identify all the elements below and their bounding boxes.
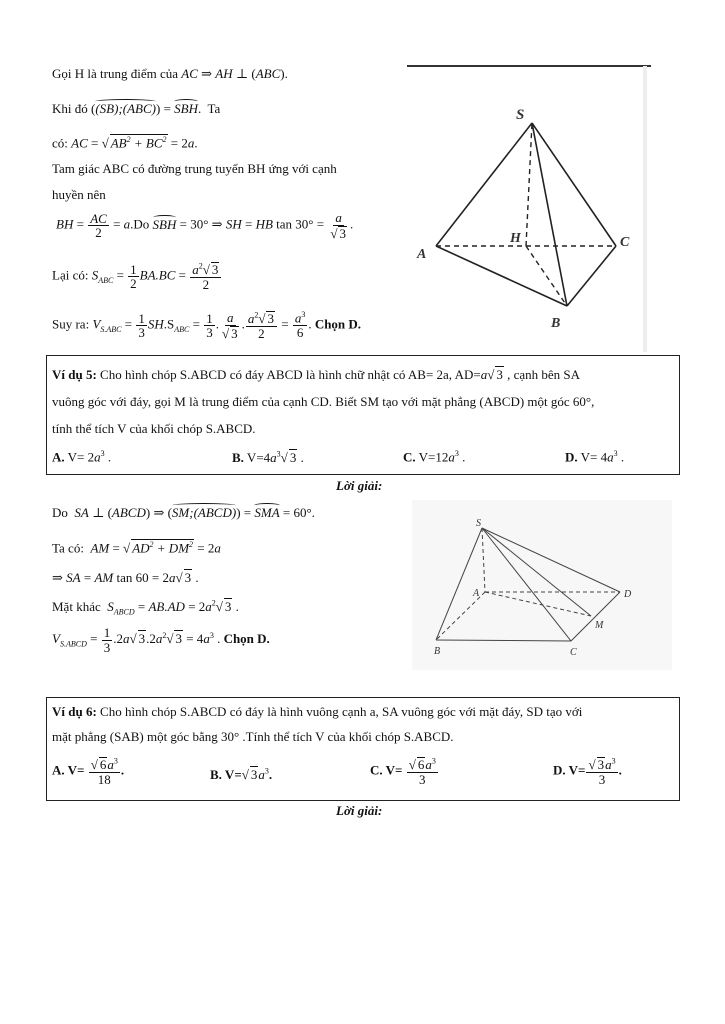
label-B: B <box>551 316 561 331</box>
label-S: S <box>516 107 525 123</box>
text-line-2: Khi đó ((SB);(ABC)) = SBH. Ta <box>52 101 221 116</box>
text-line-6: BH = $\frac{AC}{2}$ = a.Do SBH = 30° ⇒ SH = HB tan 30° = $\frac{a}{√ 3}$ . <box>56 210 354 241</box>
sol5-line-5: $V_{S.ABCD}$ = $\frac{1}{3}$ .2a√ $3.2a^2√$ $3 = 4a^3$ . Chọn D. <box>52 625 270 655</box>
pyramid-figure-1 <box>405 62 653 352</box>
sol5-line-2: Ta có: AM = √ $AD^2 + DM^2 = 2a$ <box>52 540 221 556</box>
ex6-option-d: D. V= $\frac{√ 3a^3}{3}$ . <box>553 756 622 787</box>
ex6-option-c: C. V= $\frac{√ 6a^3}{3}$ <box>370 756 436 787</box>
ex5-option-d: D. $V= 4a^3$ . <box>565 449 625 465</box>
ex5-line-3: tính thể tích V của khối chóp S.ABCD. <box>52 421 256 436</box>
label-C: C <box>570 647 577 658</box>
sol5-line-4: Mặt khác $S_{ABCD} = AB.AD = 2a^2√$ 3 . <box>52 598 239 617</box>
label-C: C <box>620 235 630 250</box>
label-A: A <box>473 588 480 599</box>
solution-heading-5: Lời giải: <box>336 478 383 493</box>
label-S: S <box>476 518 481 529</box>
ex5-line-1: Ví dụ 5: Cho hình chóp S.ABCD có đáy ABCD là hình chữ nhật có AB= 2a, AD=a√ 3 , cạnh bên SA <box>52 367 581 382</box>
sol5-line-3: ⇒ SA = AM tan 60 = 2a√ 3 . <box>52 570 199 585</box>
label-A: A <box>417 247 427 262</box>
ex6-option-a: A. V= $\frac{√ 6a^3}{18}$ . <box>52 756 125 787</box>
ex6-line-1: Ví dụ 6: Cho hình chóp S.ABCD có đáy là hình vuông cạnh a, SA vuông góc với mặt đáy, SD tạo với <box>52 704 583 719</box>
ex5-option-c: C. $V=12a^3$ . <box>403 449 466 465</box>
ex6-line-2: mặt phẳng (SAB) một góc bằng 30° .Tính thể tích V của khối chóp S.ABCD. <box>52 729 454 744</box>
label-B: B <box>434 646 441 657</box>
text-line-5: huyền nên <box>52 187 106 202</box>
label-H: H <box>510 231 521 246</box>
text-line-7: Lại có: $S_{ABC}$ = $\frac{1}{2}$ BA.BC = $\frac{a^2√ 3}{2}$ <box>52 262 222 291</box>
solution-heading-6: Lời giải: <box>336 803 383 818</box>
text-line-8: Suy ra: $V_{S.ABC}$ = $\frac{1}{3}$ $SH.S_{ABC}$ = $\frac{1}{3}$ . $\frac{a}{√ 3}$ . $\frac{a^2√ 3}{2}$ = $\frac{a^3}{6}$ . Chọn D. <box>52 310 362 341</box>
label-M: M <box>595 620 604 631</box>
ex5-option-a: A. $V= 2a^3$ . <box>52 449 112 465</box>
text-line-4: Tam giác ABC có đường trung tuyến BH ứng với cạnh <box>52 161 337 176</box>
text-line-3: có: AC = √ $AB^2 + BC^2 = 2a$. <box>52 135 198 151</box>
text-line-1: Gọi H là trung điểm của AC ⇒ AH ⊥ (ABC). <box>52 66 288 81</box>
pyramid-figure-2 <box>412 500 672 670</box>
label-D: D <box>624 589 632 600</box>
sol5-line-1: Do SA ⊥ (ABCD) ⇒ (SM;(ABCD)) = SMA = 60°. <box>52 505 315 520</box>
ex6-option-b: B. V=√ $3a^3$. <box>210 766 273 782</box>
ex5-option-b: B. $V=4a^3√$ 3 . <box>232 449 304 465</box>
ex5-line-2: vuông góc với đáy, gọi M là trung điểm của cạnh CD. Biết SM tạo với mặt phẳng (ABCD) một góc 60°, <box>52 394 595 409</box>
